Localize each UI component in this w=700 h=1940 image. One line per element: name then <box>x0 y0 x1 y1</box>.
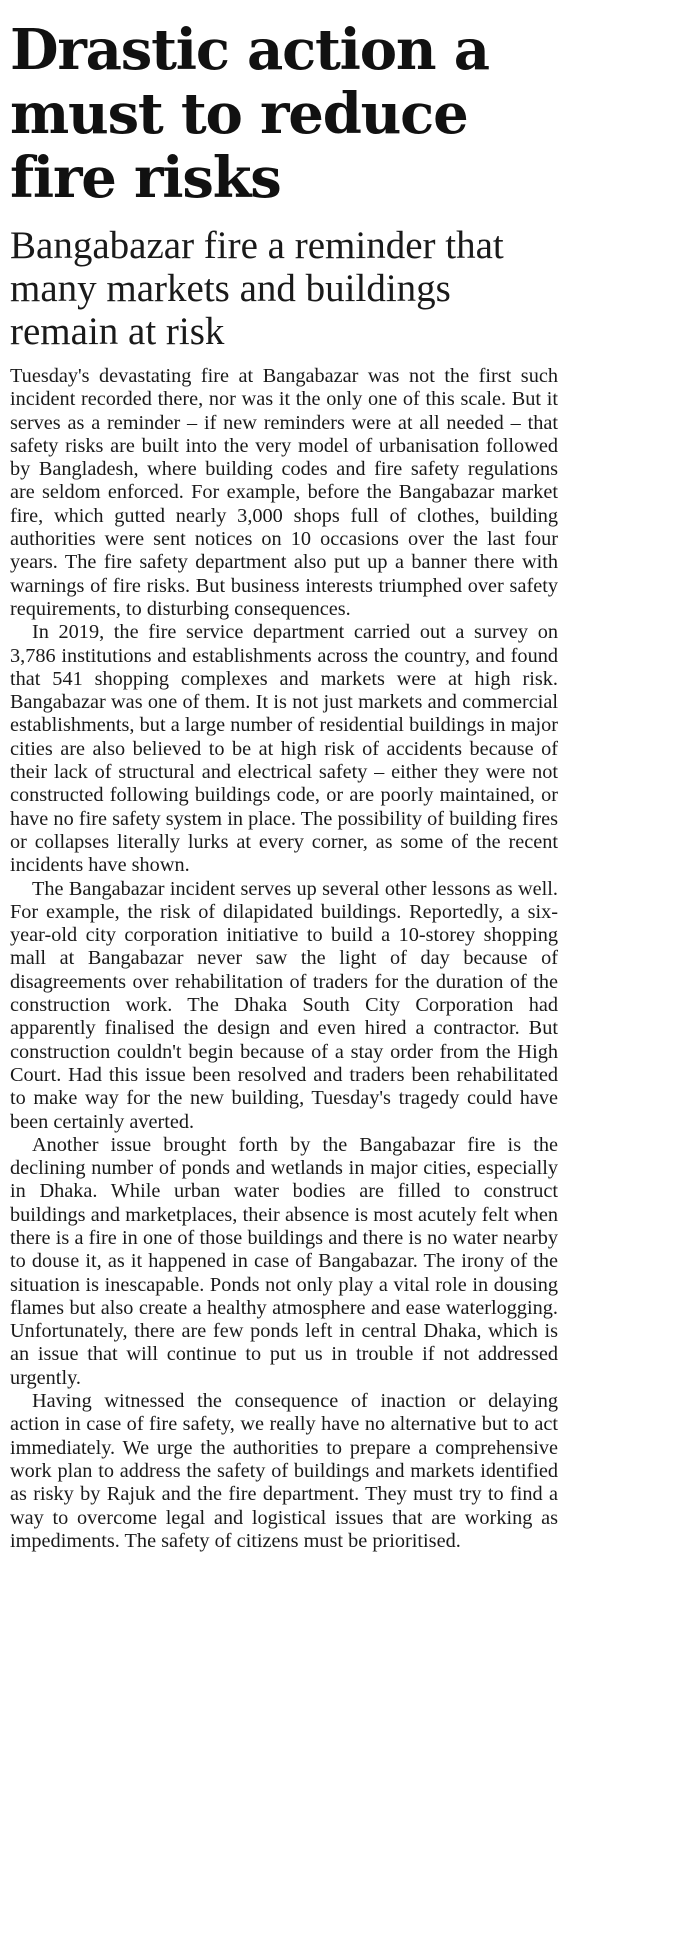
headline: Drastic action a must to reduce fire risks <box>10 17 489 211</box>
article-body <box>10 365 558 1553</box>
paragraph-2: In 2019, the fire service department carried out a survey on 3,786 institutions and establishments across the country, and found that 541 shopping complexes and markets were at high risk. Bangabazar was one of them. It is not just markets and commercial establishments, but a large number of residential buildings in major cities are also believed to be at high risk of accidents because of their lack of structural and electrical safety – either they were not constructed following buildings code, or are poorly maintained, or have no fire safety system in place. The possibility of building fires or collapses literally lurks at every corner, as some of the recent incidents have shown. <box>10 621 558 877</box>
paragraph-3: The Bangabazar incident serves up several other lessons as well. For example, the risk of dilapidated buildings. Reportedly, a six-year-old city corporation initiative to build a 10-storey shopping mall at Bangabazar never saw the light of day because of disagreements over rehabilitation of traders for the duration of the construction work. The Dhaka South City Corporation had apparently finalised the design and even hired a contractor. But construction couldn't begin because of a stay order from the High Court. Had this issue been resolved and traders been rehabilitated to make way for the new building, Tuesday's tragedy could have been certainly averted. <box>10 877 558 1133</box>
paragraph-1: Tuesday's devastating fire at Bangabazar was not the first such incident recorded there, nor was it the only one of this scale. But it serves as a reminder – if new reminders were at all needed – that safety risks are built into the very model of urbanisation followed by Bangladesh, where building codes and fire safety regulations are seldom enforced. For example, before the Bangabazar market fire, which gutted nearly 3,000 shops full of clothes, building authorities were sent notices on 10 occasions over the last four years. The fire safety department also put up a banner there with warnings of fire risks. But business interests triumphed over safety requirements, to disturbing consequences. <box>10 365 558 620</box>
paragraph-4: Another issue brought forth by the Bangabazar fire is the declining number of ponds and wetlands in major cities, especially in Dhaka. While urban water bodies are filled to construct buildings and marketplaces, their absence is most acutely felt when there is a fire in one of those buildings and there is no water nearby to douse it, as it happened in case of Bangabazar. The irony of the situation is inescapable. Ponds not only play a vital role in dousing flames but also create a healthy atmosphere and ease waterlogging. Unfortunately, there are few ponds left in central Dhaka, which is an issue that will continue to put us in trouble if not addressed urgently. <box>10 1133 558 1389</box>
paragraph-5: Having witnessed the consequence of inaction or delaying action in case of fire safety, we really have no alternative but to act immediately. We urge the authorities to prepare a comprehensive work plan to address the safety of buildings and markets identified as risky by Rajuk and the fire department. They must try to find a way to overcome legal and logistical issues that are working as impediments. The safety of citizens must be prioritised. <box>10 1390 558 1552</box>
editorial-article <box>10 0 558 1553</box>
subheadline: Bangabazar fire a reminder that many markets and buildings remain at risk <box>10 224 504 353</box>
